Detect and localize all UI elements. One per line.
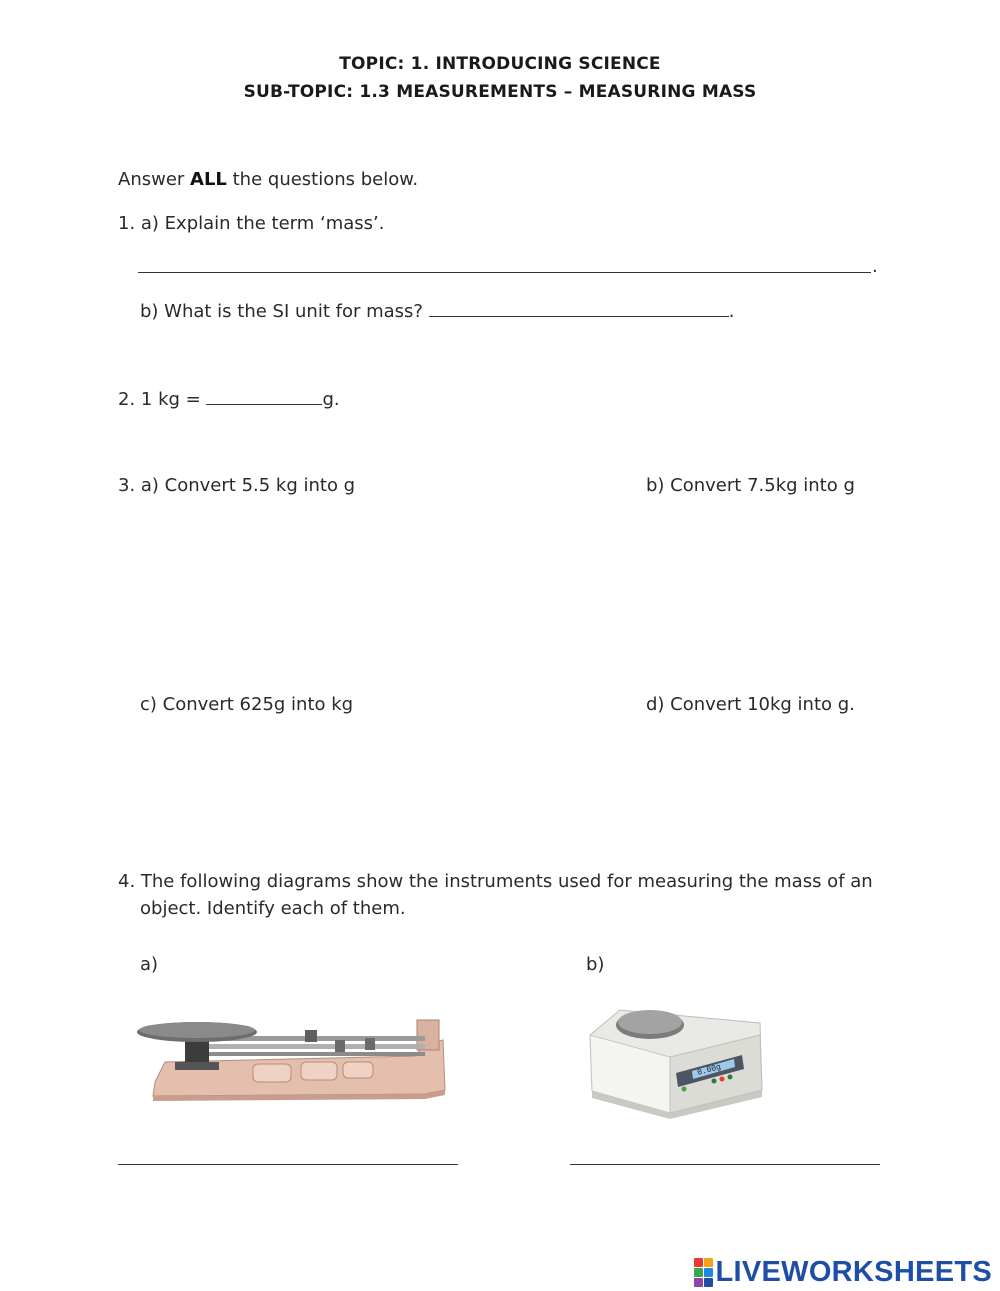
answer-line-4a[interactable]	[118, 1164, 458, 1165]
logo-blocks-icon	[694, 1258, 713, 1287]
logo-text: LIVEWORKSHEETS	[715, 1256, 992, 1288]
instructions-prefix: Answer	[118, 169, 191, 190]
question-4-line1: 4. The following diagrams show the instruments used for measuring the mass of an	[118, 871, 873, 892]
question-2-prefix: 2. 1 kg =	[118, 389, 207, 410]
answer-blank-2[interactable]	[206, 386, 322, 405]
subtopic-heading: SUB-TOPIC: 1.3 MEASUREMENTS – MEASURING MASS	[243, 82, 757, 102]
answer-line-4b[interactable]	[570, 1164, 880, 1165]
scale-display-text: 0.00g	[696, 1062, 722, 1077]
triple-beam-balance-image	[125, 1000, 455, 1110]
question-3b: b) Convert 7.5kg into g	[646, 475, 855, 496]
period-1b: .	[728, 301, 735, 322]
question-4b-label: b)	[586, 954, 605, 975]
instructions-suffix: the questions below.	[226, 169, 419, 190]
answer-line-1a[interactable]	[138, 272, 871, 273]
question-3c: c) Convert 625g into kg	[140, 694, 354, 715]
question-1a: 1. a) Explain the term ‘mass’.	[118, 213, 385, 234]
question-3d: d) Convert 10kg into g.	[646, 694, 855, 715]
question-4-line2: object. Identify each of them.	[140, 898, 406, 919]
liveworksheets-logo	[694, 1256, 993, 1289]
question-2-suffix: g.	[322, 389, 340, 410]
answer-blank-1b[interactable]	[429, 298, 729, 317]
electronic-balance-image	[580, 995, 770, 1120]
question-2	[118, 386, 340, 412]
question-1b	[140, 298, 734, 324]
topic-heading: TOPIC: 1. INTRODUCING SCIENCE	[339, 54, 661, 74]
question-4a-label: a)	[140, 954, 159, 975]
instructions	[118, 168, 418, 192]
period-1a: .	[872, 256, 878, 277]
question-1b-text: b) What is the SI unit for mass?	[140, 301, 423, 322]
instructions-emphasis: ALL	[190, 169, 227, 190]
question-3a: 3. a) Convert 5.5 kg into g	[118, 475, 356, 496]
